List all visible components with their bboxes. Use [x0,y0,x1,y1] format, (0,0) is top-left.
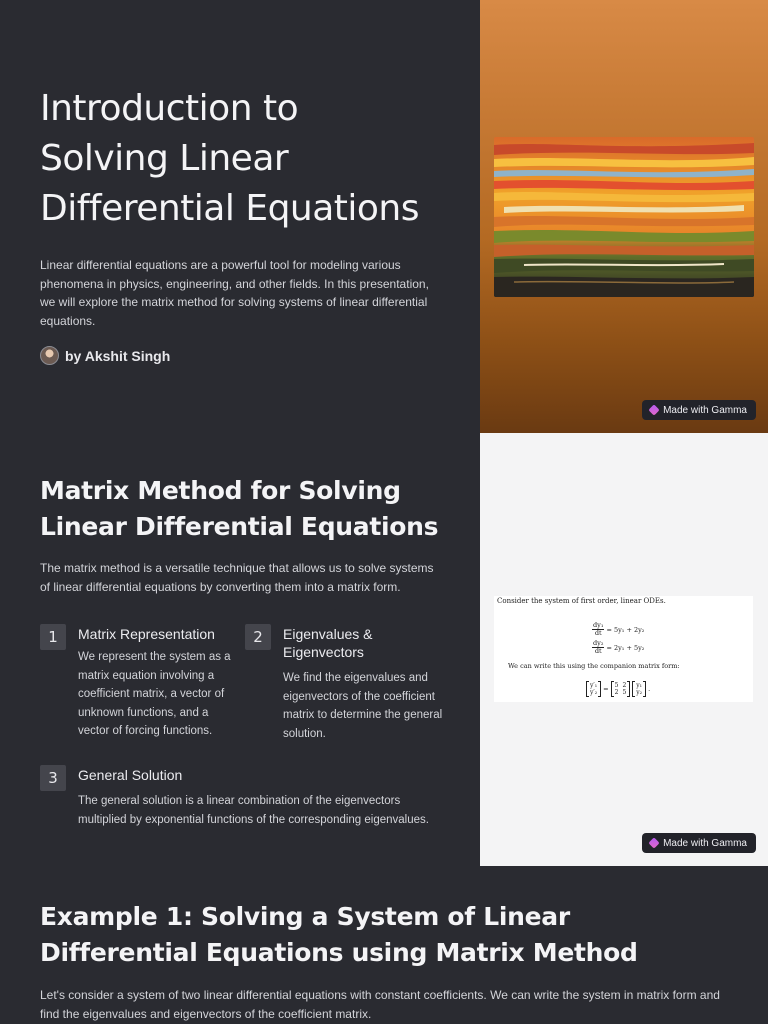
title-slide-content [40,84,440,365]
sunset-painting-icon [494,137,754,297]
step-title: General Solution [78,767,183,783]
slide-description: The matrix method is a versatile technique that allows us to solve systems of linear differential equations by converting them into a matrix form. [40,561,434,594]
matrix-method-slide [0,433,768,866]
step-body: The general solution is a linear combination of the eigenvectors multiplied by exponential functions of the corresponding eigenvalues. [78,795,429,826]
ode-system-image [494,596,753,702]
step-title: Matrix Representation [78,626,215,642]
step-item [40,624,235,741]
sunset-painting-image [494,137,754,297]
slide-description: Linear differential equations are a powerful tool for modeling various phenomena in physics, engineering, and other fields. In this presentation, we will explore the matrix method for solving systems of linear differential equations. [40,258,429,328]
slide-title: Example 1: Solving a System of Linear Differential Equations using Matrix Method [40,902,638,967]
math-image-panel [480,433,768,866]
step-body: We represent the system as a matrix equation involving a coefficient matrix, a vector of unknown functions, and a vector of forcing functions. [78,651,231,737]
made-with-gamma-badge[interactable]: Made with Gamma [642,833,756,853]
step-body: We find the eigenvalues and eigenvectors of the coefficient matrix to determine the general solution. [283,672,443,740]
equation-2: $\frac{\text{dy₂}}{dt}$ = 2y₁ + 5y₂ [593,639,645,655]
example-1-slide [0,866,768,1024]
equation-1: $\frac{\text{dy₁}}{dt}$ = 5y₁ + 2y₂ [593,621,645,637]
avatar [40,346,59,365]
slide-title: Introduction to Solving Linear Differential Equations [40,88,420,229]
title-slide [0,0,768,433]
companion-form-text: We can write this using the companion matrix form: [508,662,680,670]
slide-title: Matrix Method for Solving Linear Differential Equations [40,476,439,541]
step-number: 1 [40,624,66,650]
author-name: by Akshit Singh [65,347,171,364]
math-intro-text: Consider the system of first order, linear ODEs. [497,597,666,605]
slide-description: Let's consider a system of two linear differential equations with constant coefficients. We can write the system in matrix form and find the eigenvalues and eigenvectors of the coefficient matrix. [40,988,720,1021]
made-with-gamma-badge[interactable]: Made with Gamma [642,400,756,420]
author-byline [40,346,440,365]
step-item [245,624,445,743]
gamma-logo-icon [648,837,659,848]
step-number: 2 [245,624,271,650]
step-title: Eigenvalues & Eigenvectors [283,626,373,660]
matrix-equation: y′₁ y′₂ = 5 2 2 5 y₁ y₂ . [586,681,650,697]
title-image-panel [480,0,768,433]
step-number: 3 [40,765,66,791]
gamma-logo-icon [648,404,659,415]
step-item [40,765,440,829]
